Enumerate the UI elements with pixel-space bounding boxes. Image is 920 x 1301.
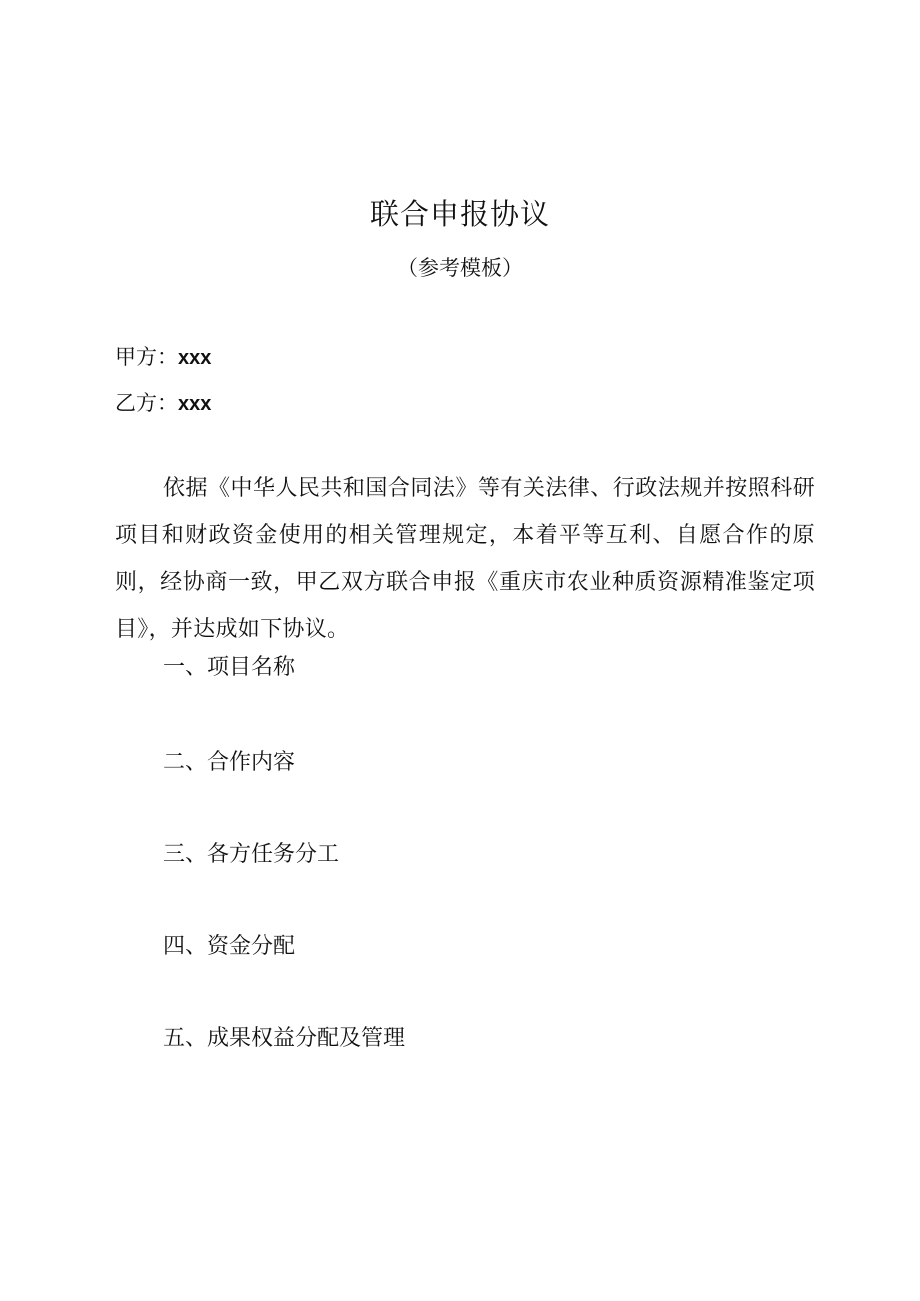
- party-a-label: 甲方：: [115, 345, 178, 369]
- section-heading-results-rights: 五、成果权益分配及管理: [163, 1026, 406, 1051]
- party-b-value: xxx: [178, 393, 212, 415]
- section-heading-cooperation-content: 二、合作内容: [163, 750, 296, 775]
- section-heading-fund-allocation: 四、资金分配: [163, 934, 296, 959]
- party-a-value: xxx: [178, 347, 212, 369]
- party-b-line: [115, 388, 211, 419]
- section-heading-project-name: 一、项目名称: [163, 655, 296, 680]
- party-b-label: 乙方：: [115, 391, 178, 415]
- document-title: 联合申报协议: [369, 197, 550, 231]
- section-heading-task-division: 三、各方任务分工: [163, 842, 340, 867]
- preamble-paragraph: 依据《中华人民共和国合同法》等有关法律、行政法规并按照科研项目和财政资金使用的相关管理规定，本着平等互利、自愿合作的原则，经协商一致，甲乙双方联合申报《重庆市农业种质资源精准鉴定项目》，并达成如下协议。: [115, 476, 815, 642]
- party-a-line: [115, 342, 211, 373]
- document-subtitle: （参考模板）: [397, 256, 523, 280]
